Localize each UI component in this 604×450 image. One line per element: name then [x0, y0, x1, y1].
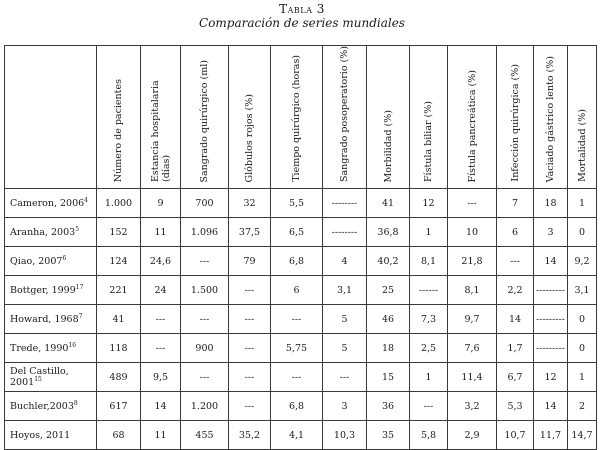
value-cell: 1.200 — [181, 392, 229, 421]
series-name: Bottger, 1999 — [10, 284, 76, 296]
value-cell: 8,1 — [410, 247, 448, 276]
value-cell: 6,7 — [497, 363, 534, 392]
value-cell: 1,7 — [497, 334, 534, 363]
comparison-table — [4, 45, 597, 450]
value-cell: 1.096 — [181, 218, 229, 247]
value-cell: --- — [271, 363, 323, 392]
header-cell — [141, 46, 181, 189]
header-cell — [181, 46, 229, 189]
value-cell: --- — [323, 363, 367, 392]
value-cell: 8,1 — [448, 276, 497, 305]
value-cell: 35,2 — [229, 421, 271, 450]
value-cell: 6 — [271, 276, 323, 305]
value-cell: 21,8 — [448, 247, 497, 276]
value-cell: 9 — [141, 189, 181, 218]
series-name-cell — [5, 247, 97, 276]
value-cell: 4,1 — [271, 421, 323, 450]
value-cell: 37,5 — [229, 218, 271, 247]
value-cell: 7,3 — [410, 305, 448, 334]
reference-number: 5 — [75, 225, 80, 233]
value-cell: 11 — [141, 421, 181, 450]
header-cell — [448, 46, 497, 189]
table-row — [5, 218, 597, 247]
value-cell: 124 — [97, 247, 141, 276]
table-row — [5, 276, 597, 305]
header-cell — [367, 46, 410, 189]
value-cell: 25 — [367, 276, 410, 305]
value-cell: --- — [271, 305, 323, 334]
value-cell: 5,3 — [497, 392, 534, 421]
value-cell: 18 — [367, 334, 410, 363]
value-cell: 68 — [97, 421, 141, 450]
table-title: Comparación de series mundiales — [199, 16, 405, 30]
value-cell: 6 — [497, 218, 534, 247]
series-name: Buchler,2003 — [10, 400, 74, 412]
reference-number: 7 — [78, 312, 83, 320]
table-row — [5, 421, 597, 450]
value-cell: 1 — [410, 363, 448, 392]
value-cell: 2,5 — [410, 334, 448, 363]
value-cell: 40,2 — [367, 247, 410, 276]
header-cell — [410, 46, 448, 189]
value-cell: --- — [497, 247, 534, 276]
value-cell: 700 — [181, 189, 229, 218]
value-cell: --- — [229, 276, 271, 305]
value-cell: 1 — [568, 189, 597, 218]
reference-number: 6 — [62, 254, 67, 262]
value-cell: 14 — [497, 305, 534, 334]
value-cell: 0 — [568, 218, 597, 247]
value-cell: 221 — [97, 276, 141, 305]
header-label: Vaciado gástrico lento (%) — [545, 55, 556, 182]
reference-number: 16 — [68, 341, 77, 349]
header-label: Morbilidad (%) — [382, 109, 394, 182]
series-name: Howard, 1968 — [10, 313, 79, 325]
value-cell: 1.500 — [181, 276, 229, 305]
value-cell: -------- — [323, 218, 367, 247]
value-cell: --------- — [534, 334, 568, 363]
value-cell: 3,1 — [323, 276, 367, 305]
value-cell: -------- — [323, 189, 367, 218]
series-name: Cameron, 2006 — [10, 197, 85, 209]
value-cell: 14 — [141, 392, 181, 421]
value-cell: 32 — [229, 189, 271, 218]
table-row — [5, 363, 597, 392]
series-name-cell — [5, 218, 97, 247]
value-cell: 900 — [181, 334, 229, 363]
value-cell: 24,6 — [141, 247, 181, 276]
value-cell: ------ — [410, 276, 448, 305]
header-cell — [568, 46, 597, 189]
series-name-cell — [5, 276, 97, 305]
value-cell: 11,4 — [448, 363, 497, 392]
value-cell: 9,5 — [141, 363, 181, 392]
value-cell: 6,8 — [271, 392, 323, 421]
header-cell — [534, 46, 568, 189]
value-cell: 11 — [141, 218, 181, 247]
header-cell — [271, 46, 323, 189]
value-cell: 41 — [97, 305, 141, 334]
header-cell — [229, 46, 271, 189]
value-cell: --- — [448, 189, 497, 218]
value-cell: --- — [141, 334, 181, 363]
series-name: Qiao, 2007 — [10, 255, 63, 267]
value-cell: 4 — [323, 247, 367, 276]
value-cell: 79 — [229, 247, 271, 276]
value-cell: --- — [141, 305, 181, 334]
header-cell — [497, 46, 534, 189]
header-label: Mortalidad (%) — [576, 109, 588, 182]
value-cell: 152 — [97, 218, 141, 247]
value-cell: 5 — [323, 334, 367, 363]
value-cell: 6,8 — [271, 247, 323, 276]
series-name-cell — [5, 334, 97, 363]
header-label: Infección quirúrgica (%) — [509, 64, 521, 182]
series-name-cell — [5, 189, 97, 218]
value-cell: --------- — [534, 305, 568, 334]
value-cell: 9,2 — [568, 247, 597, 276]
series-name: Del Castillo, 2001 — [10, 366, 69, 388]
value-cell: 0 — [568, 305, 597, 334]
header-label: Sangrado posoperatorio (%) — [339, 46, 350, 182]
value-cell: 5,8 — [410, 421, 448, 450]
value-cell: --- — [181, 363, 229, 392]
value-cell: 36 — [367, 392, 410, 421]
value-cell: --- — [229, 363, 271, 392]
value-cell: 15 — [367, 363, 410, 392]
value-cell: 7 — [497, 189, 534, 218]
reference-number: 4 — [84, 196, 88, 204]
value-cell: 118 — [97, 334, 141, 363]
series-name-cell — [5, 363, 97, 392]
table-label: Tabla 3 — [279, 2, 325, 16]
header-label: Fístula pancreática (%) — [466, 69, 478, 182]
header-label: Sangrado quirúrgico (ml) — [199, 59, 210, 182]
header-label: Número de pacientes — [113, 78, 124, 182]
value-cell: 3 — [534, 218, 568, 247]
value-cell: --------- — [534, 276, 568, 305]
series-name-cell — [5, 421, 97, 450]
value-cell: 14 — [534, 247, 568, 276]
value-cell: 36,8 — [367, 218, 410, 247]
value-cell: --- — [229, 392, 271, 421]
value-cell: 0 — [568, 334, 597, 363]
value-cell: 11,7 — [534, 421, 568, 450]
value-cell: 10 — [448, 218, 497, 247]
value-cell: 1 — [410, 218, 448, 247]
value-cell: --- — [410, 392, 448, 421]
value-cell: 7,6 — [448, 334, 497, 363]
value-cell: 10,7 — [497, 421, 534, 450]
value-cell: 35 — [367, 421, 410, 450]
header-label: Fístula biliar (%) — [423, 100, 434, 182]
series-name: Hoyos, 2011 — [10, 429, 71, 441]
value-cell: 10,3 — [323, 421, 367, 450]
table-row — [5, 334, 597, 363]
table-row — [5, 305, 597, 334]
header-label: Glóbulos rojos (%) — [244, 93, 255, 182]
value-cell: 5,75 — [271, 334, 323, 363]
value-cell: 3,1 — [568, 276, 597, 305]
value-cell: 6,5 — [271, 218, 323, 247]
value-cell: 24 — [141, 276, 181, 305]
table-body — [5, 189, 597, 450]
value-cell: 18 — [534, 189, 568, 218]
value-cell: --- — [229, 334, 271, 363]
series-name-cell — [5, 392, 97, 421]
value-cell: 5,5 — [271, 189, 323, 218]
header-cell-empty — [5, 46, 97, 189]
reference-number: 17 — [75, 283, 84, 291]
series-name: Aranha, 2003 — [10, 226, 76, 238]
table-row — [5, 247, 597, 276]
header-cell — [323, 46, 367, 189]
reference-number: 15 — [34, 375, 42, 383]
value-cell: 46 — [367, 305, 410, 334]
header-label: Estancia hospitalaria (días) — [149, 80, 172, 182]
reference-number: 8 — [73, 399, 78, 407]
value-cell: 1.000 — [97, 189, 141, 218]
value-cell: 2,2 — [497, 276, 534, 305]
table-row — [5, 189, 597, 218]
header-label: Tiempo quirúrgico (horas) — [291, 55, 302, 182]
value-cell: 617 — [97, 392, 141, 421]
value-cell: 5 — [323, 305, 367, 334]
header-row — [5, 46, 597, 189]
value-cell: 2 — [568, 392, 597, 421]
value-cell: 2,9 — [448, 421, 497, 450]
value-cell: --- — [181, 305, 229, 334]
series-name: Trede, 1990 — [10, 342, 69, 354]
value-cell: 1 — [568, 363, 597, 392]
value-cell: 3,2 — [448, 392, 497, 421]
header-cell — [97, 46, 141, 189]
value-cell: 12 — [410, 189, 448, 218]
table-row — [5, 392, 597, 421]
value-cell: 14,7 — [568, 421, 597, 450]
series-name-cell — [5, 305, 97, 334]
value-cell: 41 — [367, 189, 410, 218]
value-cell: 455 — [181, 421, 229, 450]
value-cell: --- — [229, 305, 271, 334]
value-cell: 14 — [534, 392, 568, 421]
value-cell: 12 — [534, 363, 568, 392]
value-cell: 3 — [323, 392, 367, 421]
value-cell: --- — [181, 247, 229, 276]
value-cell: 489 — [97, 363, 141, 392]
value-cell: 9,7 — [448, 305, 497, 334]
